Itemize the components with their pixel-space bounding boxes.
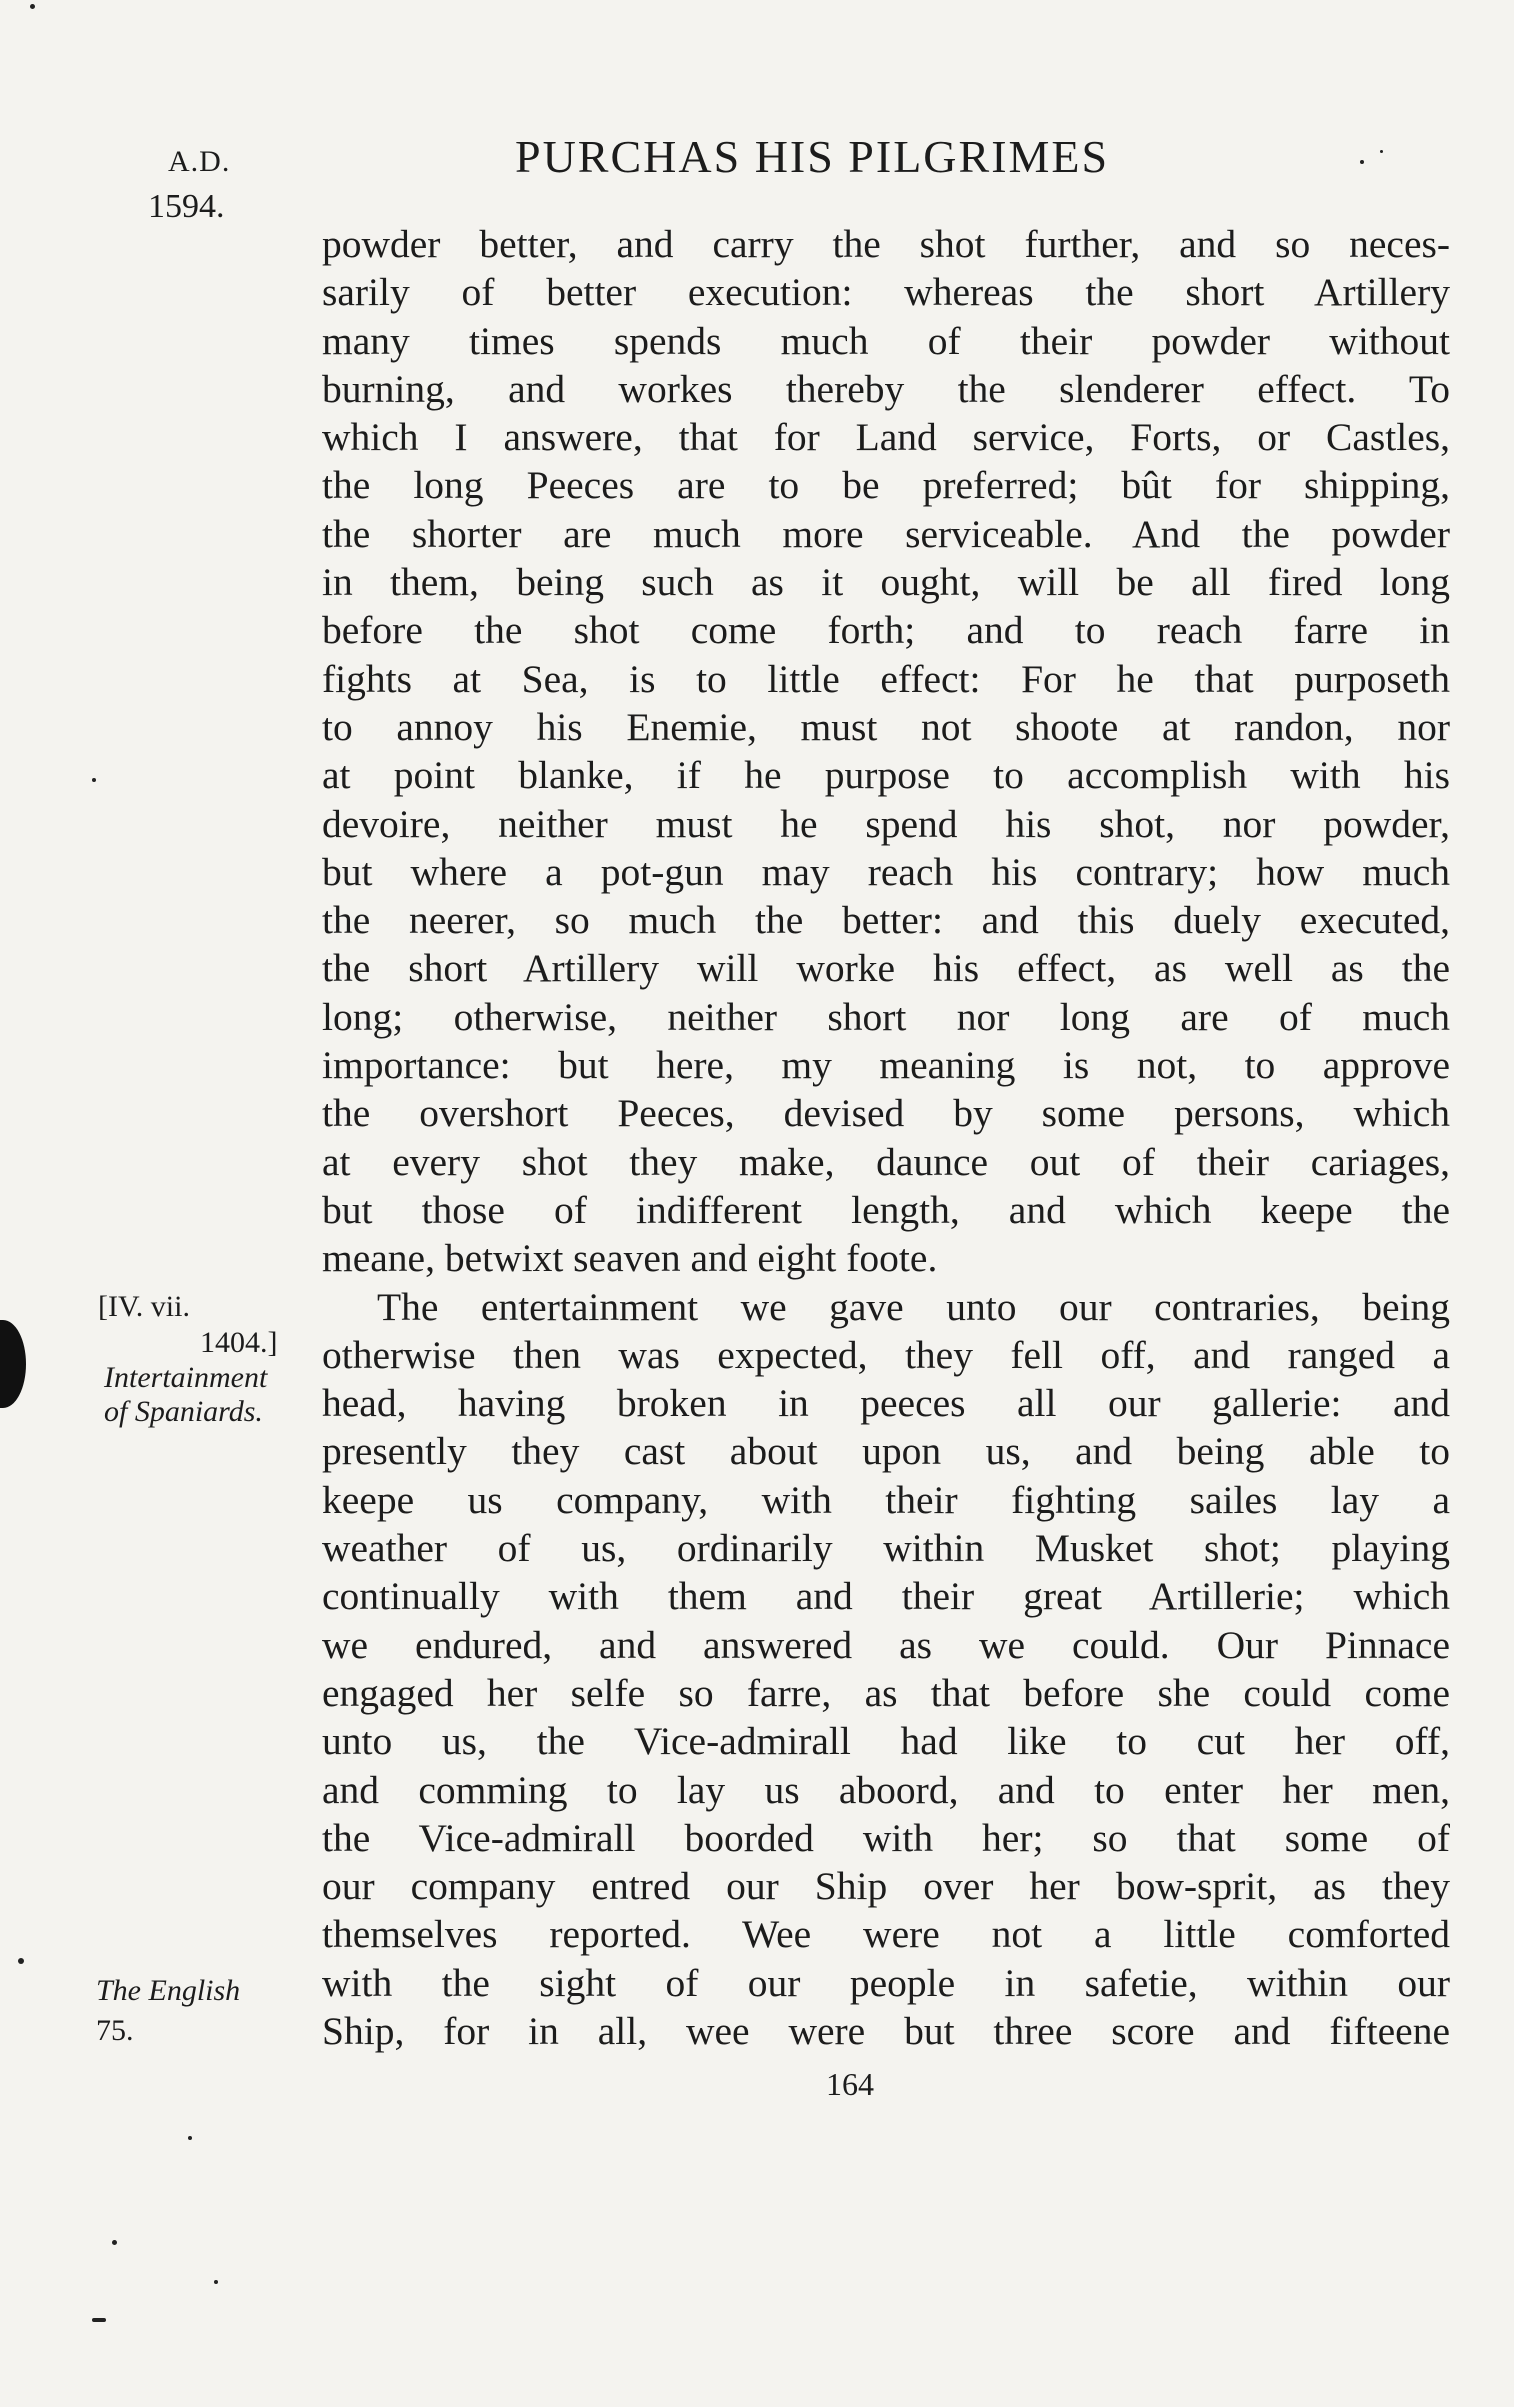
text-line: otherwise then was expected, they fell off, and ranged a	[322, 1332, 1450, 1377]
text-line: fights at Sea, is to little effect: For he that purposeth	[322, 656, 1450, 701]
text-line: sarily of better execution: whereas the short Artillery	[322, 270, 1450, 315]
margin-reference: [IV. vii.	[98, 1290, 190, 1323]
running-title: PURCHAS HIS PILGRIMES	[515, 131, 1110, 182]
text-line: the short Artillery will worke his effect, as well as the	[322, 946, 1450, 991]
text-line: the neerer, so much the better: and this duely executed,	[322, 898, 1450, 943]
text-line: continually with them and their great Artillerie; which	[322, 1574, 1450, 1619]
text-line: but where a pot-gun may reach his contrary; how much	[322, 849, 1450, 894]
ink-speck	[1360, 160, 1364, 164]
text-line: the shorter are much more serviceable. And the powder	[322, 511, 1450, 556]
ink-smudge	[0, 1320, 26, 1408]
text-line: weather of us, ordinarily within Musket shot; playing	[322, 1526, 1450, 1571]
ink-speck	[30, 4, 35, 9]
paragraph-end-line: meane, betwixt seaven and eight foote.	[322, 1236, 938, 1281]
ink-speck	[92, 2318, 106, 2322]
text-line: burning, and workes thereby the slenderer effect. To	[322, 366, 1450, 411]
text-line: keepe us company, with their fighting sailes lay a	[322, 1477, 1450, 1522]
text-line: our company entred our Ship over her bow-sprit, as they	[322, 1864, 1450, 1909]
ink-speck	[1380, 150, 1383, 153]
ink-speck	[18, 1958, 24, 1964]
ink-speck	[112, 2240, 117, 2245]
margin-note: of Spaniards.	[104, 1395, 263, 1428]
margin-note: The English	[96, 1974, 241, 2007]
text-line: head, having broken in peeces all our gallerie: and	[322, 1381, 1450, 1426]
margin-note: Intertainment	[104, 1361, 268, 1394]
page-number: 164	[826, 2066, 874, 2102]
text-line: powder better, and carry the shot further, and so neces-	[322, 222, 1450, 266]
ink-speck	[214, 2280, 218, 2284]
text-line: the long Peeces are to be preferred; bût for shipping,	[322, 463, 1450, 508]
text-line: Ship, for in all, wee were but three score and fifteene	[322, 2008, 1450, 2053]
text-line: before the shot come forth; and to reach farre in	[322, 608, 1450, 653]
ink-speck	[92, 778, 96, 782]
text-line: we endured, and answered as we could. Our Pinnace	[322, 1622, 1450, 1667]
text-line: in them, being such as it ought, will be all fired long	[322, 560, 1450, 605]
text-line: to annoy his Enemie, must not shoote at randon, nor	[322, 704, 1450, 749]
text-line: the overshort Peeces, devised by some persons, which	[322, 1091, 1450, 1136]
text-line: devoire, neither must he spend his shot, nor powder,	[322, 801, 1450, 846]
paragraph-start-line: The entertainment we gave unto our contraries, being	[377, 1284, 1450, 1329]
ink-speck	[188, 2136, 192, 2140]
text-line: but those of indifferent length, and which keepe the	[322, 1187, 1450, 1232]
text-line: the Vice-admirall boorded with her; so that some of	[322, 1815, 1450, 1860]
text-line: importance: but here, my meaning is not, to approve	[322, 1043, 1450, 1088]
text-line: unto us, the Vice-admirall had like to cut her off,	[322, 1719, 1450, 1764]
text-line: with the sight of our people in safetie, within our	[322, 1960, 1450, 2005]
text-line: themselves reported. Wee were not a little comforted	[322, 1912, 1450, 1957]
margin-date-year: 1594.	[148, 188, 225, 225]
margin-date-label: A.D.	[168, 145, 231, 178]
text-line: engaged her selfe so farre, as that before she could come	[322, 1670, 1450, 1715]
margin-reference: 1404.]	[200, 1326, 278, 1359]
text-line: many times spends much of their powder without	[322, 318, 1450, 363]
text-line: presently they cast about upon us, and being able to	[322, 1429, 1450, 1474]
text-line: which I answere, that for Land service, Forts, or Castles,	[322, 415, 1450, 460]
body-text	[322, 220, 1450, 2055]
margin-note: 75.	[96, 2014, 134, 2047]
text-line: and comming to lay us aboord, and to enter her men,	[322, 1767, 1450, 1812]
text-line: long; otherwise, neither short nor long are of much	[322, 994, 1450, 1039]
text-line: at every shot they make, daunce out of their cariages,	[322, 1139, 1450, 1184]
text-line: at point blanke, if he purpose to accomplish with his	[322, 753, 1450, 798]
